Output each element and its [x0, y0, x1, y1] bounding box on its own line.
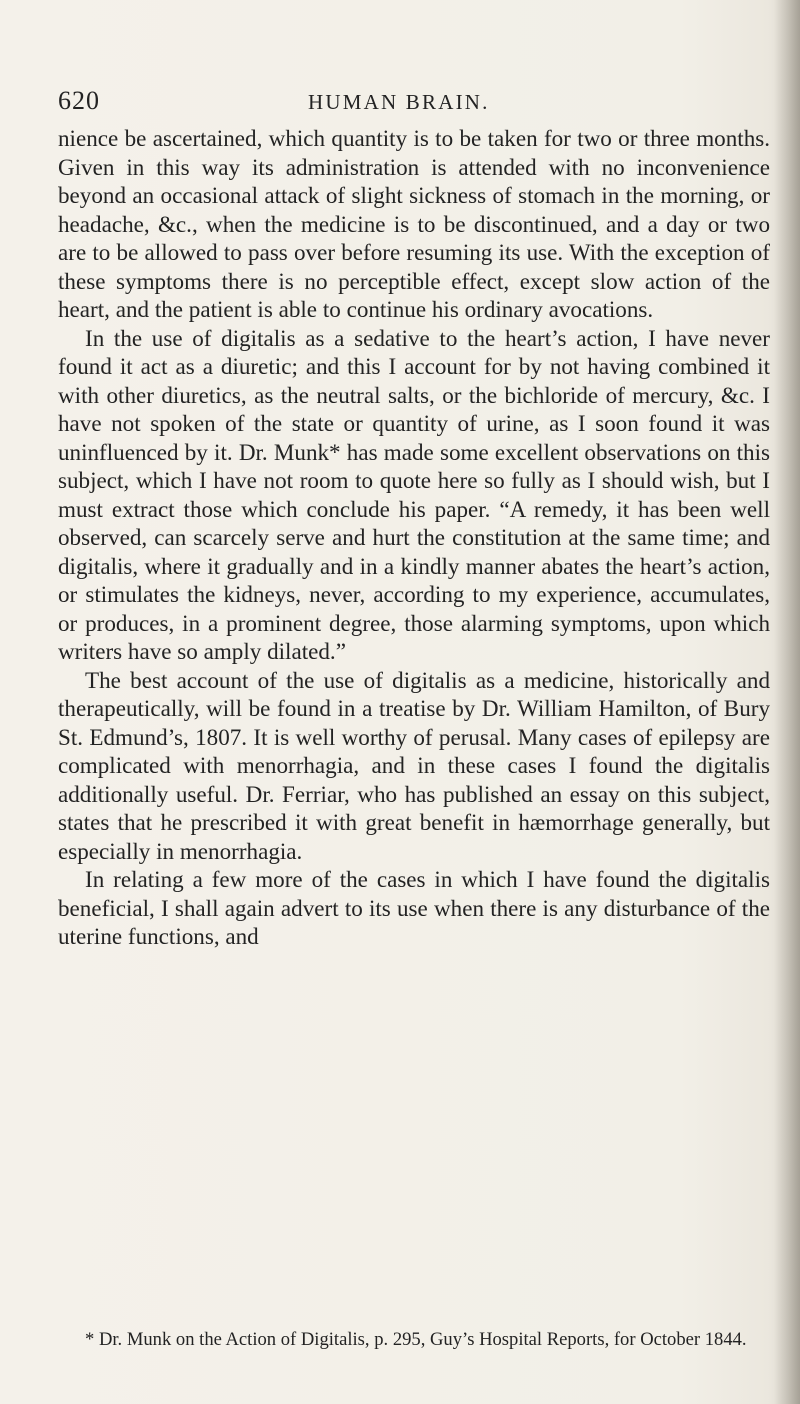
running-head: HUMAN BRAIN.: [308, 90, 490, 114]
paragraph-continuation: nience be ascertained, which quantity is to be taken for two or three months. Given in this way its administration is attended with no inconvenience beyond an occasional attack of slight sickness of stomach in the morning, or headache, &c., when the medicine is to be discontinued, and a day or two are to be allowed to pass over before resuming its use. With the exception of these symptoms there is no perceptible effect, except slow action of the heart, and the patient is able to continue his ordinary avocations.: [58, 125, 770, 322]
paragraph-best-account: The best account of the use of digitalis as a medicine, historically and therapeutically, will be found in a treatise by Dr. William Hamilton, of Bury St. Edmund’s, 1807. It is well worthy of perusal. Many cases of epilepsy are complicated with menorrhagia, and in these cases I found the digitalis additionally useful. Dr. Ferriar, who has published an essay on this subject, states that he prescribed it with great benefit in hæmorrhage generally, but especially in menorrhagia.: [58, 666, 770, 864]
paragraph-relating-cases: In relating a few more of the cases in which I have found the digitalis beneficial, I shall again advert to its use when there is any disturbance of the uterine functions, and: [58, 866, 770, 949]
footnotes: [58, 1328, 770, 1353]
page-number: 620: [58, 86, 100, 115]
page-header: [58, 86, 768, 122]
page-gutter-shadow: [774, 0, 800, 1404]
body-text: [58, 124, 770, 951]
footnote-munk: * Dr. Munk on the Action of Digitalis, p. 295, Guy’s Hospital Reports, for October 1844.: [85, 1329, 747, 1350]
paragraph-digitalis-sedative: In the use of digitalis as a sedative to the heart’s action, I have never found it act as a diuretic; and this I account for by not having combined it with other diuretics, as the neutral salts, or the bichloride of mercury, &c. I have not spoken of the state or quantity of urine, as I soon found it was uninfluenced by it. Dr. Munk* has made some excellent observations on this subject, which I have not room to quote here so fully as I should wish, but I must extract those which conclude his paper. “A remedy, it has been well observed, can scarcely serve and hurt the constitution at the same time; and digitalis, where it gradually and in a kindly manner abates the heart’s action, or stimulates the kidneys, never, according to my experience, accumulates, or produces, in a prominent degree, those alarming symptoms, upon which writers have so amply dilated.”: [58, 324, 770, 664]
